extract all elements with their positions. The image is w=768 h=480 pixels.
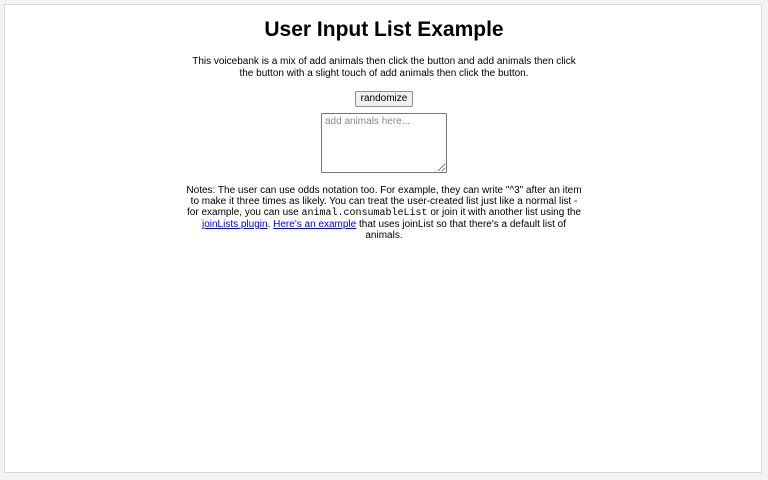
joinlists-plugin-link[interactable]: joinLists plugin xyxy=(201,219,268,230)
notes-text-4: that uses joinList so that there's a default list of animals. xyxy=(356,219,567,241)
button-row xyxy=(5,88,763,104)
page-content xyxy=(5,5,763,241)
notes-paragraph xyxy=(184,185,584,241)
notes-text-2: or join it with another list using the xyxy=(427,207,581,218)
randomize-button[interactable]: randomize xyxy=(355,91,414,107)
textarea-row xyxy=(5,113,763,173)
consumable-list-code: animal.consumableList xyxy=(301,208,428,219)
notes-text-1: Notes: The user can use odds notation too. For example, they can write "^3" after an item to make it three times as likely. You can treat the user-created list just like a normal list - for example, you can use xyxy=(186,185,582,218)
page-description: This voicebank is a mix of add animals then click the button and add animals then click the button with a slight touch of add animals then click the button. xyxy=(192,56,576,79)
notes-text-3: . xyxy=(267,219,274,230)
animals-input[interactable] xyxy=(321,113,447,173)
page-title: User Input List Example xyxy=(264,18,504,41)
page-frame xyxy=(4,4,762,473)
example-link[interactable]: Here's an example xyxy=(273,219,357,230)
